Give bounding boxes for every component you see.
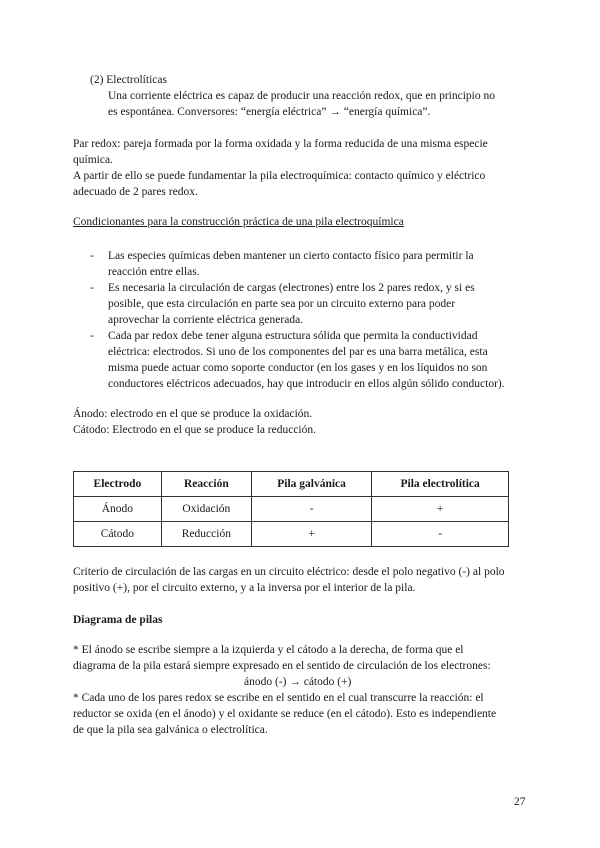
- table-header-cell: Electrodo: [74, 472, 162, 497]
- bullet-dash: -: [90, 250, 94, 262]
- text-line: reductor se oxida (en el ánodo) y el oxidante se reduce (en el cátodo). Esto es independiente: [73, 708, 497, 720]
- text-line: Cada par redox debe tener alguna estructura sólida que permita la conductividad: [108, 330, 478, 342]
- text-line: Par redox: pareja formada por la forma oxidada y la forma reducida de una misma especie: [73, 138, 488, 150]
- text-line: Es necesaria la circulación de cargas (electrones) entre los 2 pares redox, y si es: [108, 282, 475, 294]
- text-line: conductores eléctricos adecuados, hay que introducir en ellos algún sólido conductor).: [108, 378, 505, 390]
- table-row: [74, 497, 509, 522]
- condicionantes-list: [90, 248, 530, 392]
- anodo-definition: Ánodo: electrodo en el que se produce la oxidación.: [73, 408, 313, 420]
- text-line: de que la pila sea galvánica o electrolítica.: [73, 724, 268, 736]
- text-line: es espontánea. Conversores: “energía eléctrica” → “energía química”.: [108, 106, 431, 118]
- text-line: diagrama de la pila estará siempre expresado en el sentido de circulación de los electrones:: [73, 660, 491, 672]
- list-item: [90, 248, 530, 280]
- table-cell: -: [251, 497, 371, 522]
- definitions: [73, 406, 316, 438]
- text-line: A partir de ello se puede fundamentar la pila electroquímica: contacto químico y eléctrico: [73, 170, 486, 182]
- table-header-cell: Pila electrolítica: [372, 472, 509, 497]
- table-header-cell: Pila galvánica: [251, 472, 371, 497]
- table-cell: Ánodo: [74, 497, 162, 522]
- diagrama-heading: Diagrama de pilas: [73, 614, 163, 626]
- diagrama-paragraph-2: [73, 690, 496, 738]
- diagrama-paragraph-1: [73, 642, 491, 674]
- table-cell: +: [251, 522, 371, 547]
- condicionantes-heading: Condicionantes para la construcción práctica de una pila electroquímica: [73, 216, 404, 228]
- page-number: 27: [514, 796, 526, 808]
- text-line: aprovechar la corriente eléctrica generada.: [108, 314, 304, 326]
- section-2-text: [108, 88, 495, 120]
- table-cell: Reducción: [161, 522, 251, 547]
- text-line: positivo (+), por el circuito externo, y a la inversa por el interior de la pila.: [73, 582, 416, 594]
- text-line: * El ánodo se escribe siempre a la izquierda y el cátodo a la derecha, de forma que el: [73, 644, 464, 656]
- table-cell: Oxidación: [161, 497, 251, 522]
- bullet-dash: -: [90, 282, 94, 294]
- par-redox-paragraph: [73, 136, 488, 200]
- text-line: reacción entre ellas.: [108, 266, 200, 278]
- diagrama-formula: ánodo (-) → cátodo (+): [244, 676, 352, 688]
- text-line: eléctrica: electrodos. Si uno de los componentes del par es una barra metálica, esta: [108, 346, 488, 358]
- electrode-table: [73, 471, 509, 547]
- text-line: Una corriente eléctrica es capaz de producir una reacción redox, que en principio no: [108, 90, 495, 102]
- list-item: [90, 328, 530, 392]
- table-cell: -: [372, 522, 509, 547]
- table-header-row: [74, 472, 509, 497]
- list-item: [90, 280, 530, 328]
- criterio-paragraph: [73, 564, 505, 596]
- text-line: adecuado de 2 pares redox.: [73, 186, 198, 198]
- section-2-label: (2) Electrolíticas: [90, 74, 167, 86]
- table-row: [74, 522, 509, 547]
- text-line: química.: [73, 154, 113, 166]
- bullet-dash: -: [90, 330, 94, 342]
- text-line: * Cada uno de los pares redox se escribe en el sentido en el cual transcurre la reacción: el: [73, 692, 484, 704]
- text-line: Las especies químicas deben mantener un cierto contacto físico para permitir la: [108, 250, 474, 262]
- text-line: misma puede actuar como soporte conductor (en los gases y en los líquidos no son: [108, 362, 488, 374]
- table-header-cell: Reacción: [161, 472, 251, 497]
- table-cell: Cátodo: [74, 522, 162, 547]
- catodo-definition: Cátodo: Electrodo en el que se produce la reducción.: [73, 424, 317, 436]
- text-line: posible, que esta circulación en parte sea por un circuito externo para poder: [108, 298, 456, 310]
- text-line: Criterio de circulación de las cargas en un circuito eléctrico: desde el polo negativo (-) al polo: [73, 566, 505, 578]
- table-cell: +: [372, 497, 509, 522]
